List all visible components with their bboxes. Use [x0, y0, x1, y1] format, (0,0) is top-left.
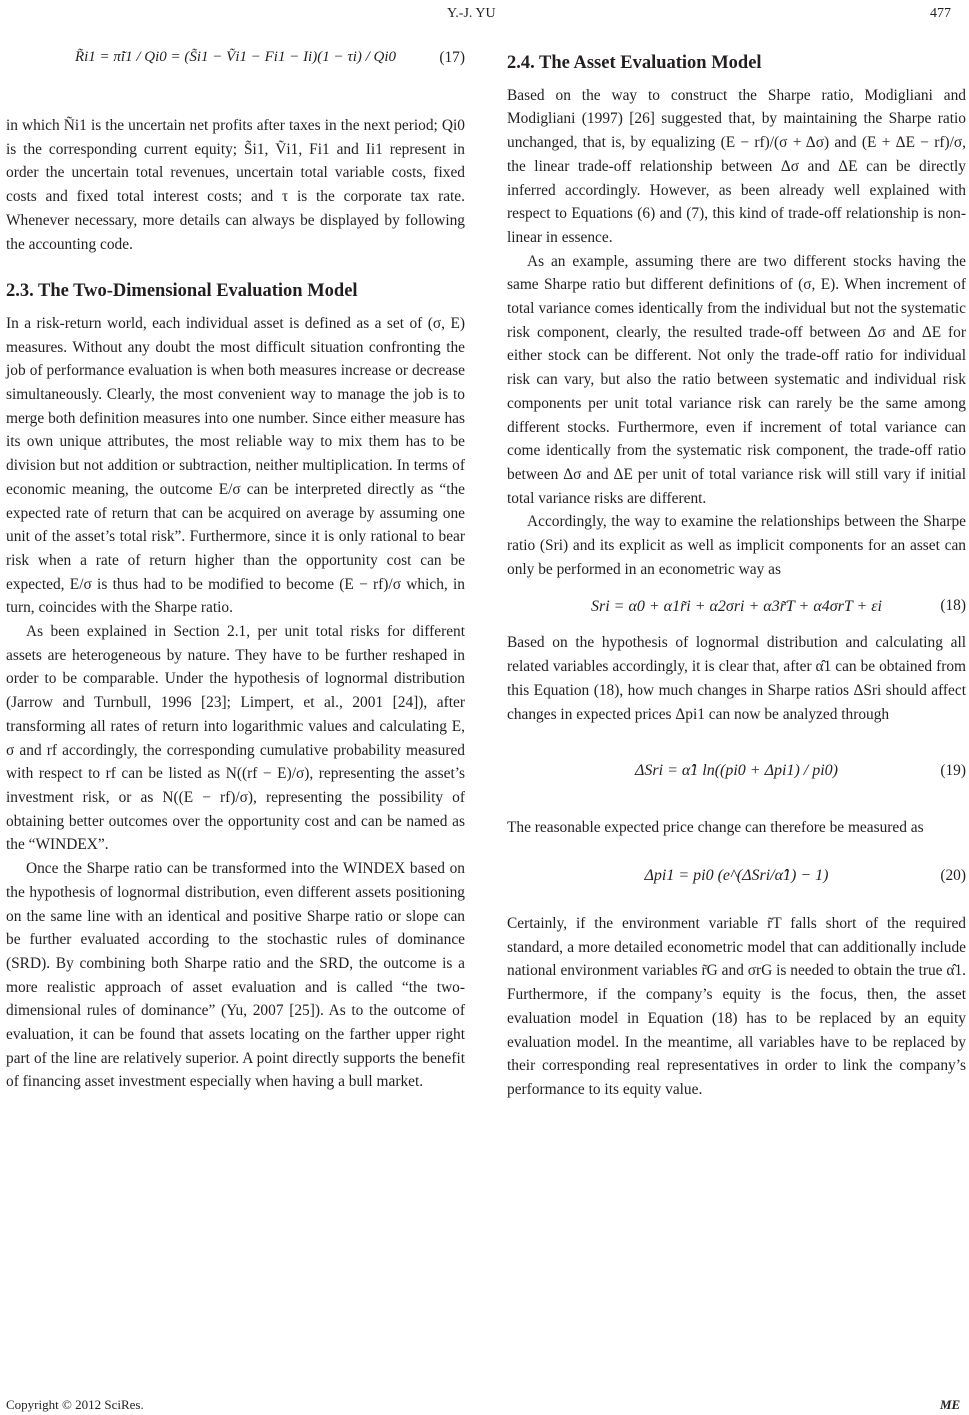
section-2-4-paragraph-4: Based on the hypothesis of lognormal distribution and calculating all related variables accordingly, it is clear that, after α̂1 can be obtained from this Equation (18), how much changes in Sharpe ratios ΔSri should affect changes in expected prices Δpi1 can now be analyzed through [507, 634, 966, 723]
equation-19-number: (19) [940, 762, 966, 780]
footer-journal: ME [940, 1397, 961, 1412]
equation-20-number: (20) [940, 867, 966, 885]
right-column [507, 52, 966, 1102]
section-2-3-paragraph-1: In a risk-return world, each individual asset is defined as a set of (σ, E) measures. Without any doubt the most difficult situation confronting the job of performance evaluation is when both measures increase or decrease simultaneously. Clearly, the most convenient way to manage the job is to merge both definition measures into one number. Since either measure has its own unique attributes, the most reliable way to mix them has to be division but not addition or subtraction, neither multiplication. In terms of economic meaning, the outcome E/σ can be interpreted directly as “the expected rate of return that can be acquired on average by assuming one unit of the asset’s total risk”. Furthermore, since it is only rational to bear risk when a rate of return higher than the opportunity cost can be expected, E/σ is thus had to be modified to become (E − rf)/σ which, in turn, coincides with the Sharpe ratio. [6, 314, 465, 617]
section-2-4-paragraph-5: The reasonable expected price change can therefore be measured as [507, 819, 924, 837]
section-2-3-paragraph-3: Once the Sharpe ratio can be transformed into the WINDEX based on the hypothesis of lognormal distribution, even different assets positioning on the same line with an identical and positive Sharpe ratio or slope can be further evaluated according to the stochastic rules of dominance (SRD). By combining both Sharpe ratio and the SRD, the outcome is a more realistic approach of asset evaluation and is called “the two-dimensional rules of dominance” (Yu, 2007 [25]). As to the outcome of evaluation, it can be found that assets locating on the farther upper right part of the line are relatively superior. A point directly supports the benefit of financing asset investment especially when having a bull market. [6, 860, 465, 1091]
equation-20-formula: Δpi1 = pi0 (e^(ΔSri/α̂1) − 1) [644, 867, 829, 885]
definitions-paragraph: in which Ñi1 is the uncertain net profits after taxes in the next period; Qi0 is the corresponding current equity; S̃i1, Ṽi1, Fi1 and Ii1 represent in order the uncertain total revenues, uncertain total variable costs, fixed costs and fixed total interest costs; and τ is the corporate tax rate. Whenever necessary, more details can always be displayed by following the accounting code. [6, 117, 465, 253]
page-number: 477 [930, 6, 951, 21]
section-2-4-paragraph-1: Based on the way to construct the Sharpe ratio, Modigliani and Modigliani (1997) [26] suggested that, by maintaining the Sharpe ratio unchanged, that is, by equalizing (E − rf)/(σ + Δσ) and (E + ΔE − rf)/σ, the linear trade-off relationship between Δσ and ΔE can be directly inferred accordingly. However, as been already well explained with respect to Equations (6) and (7), this kind of trade-off relationship is non-linear in essence. [507, 86, 966, 246]
section-2-4-paragraph-2: As an example, assuming there are two different stocks having the same Sharpe ratio but different definitions of (σ, E). When increment of total variance comes identically from the individual but not the systematic risk component, clearly, the resulted trade-off between Δσ and ΔE for either stock can be different. Not only the trade-off ratio for individual risk can vary, but also the ratio between systematic and individual risk components per unit total variance risk can rarely be the same among different stocks. Furthermore, even if increment of total variance can come identically from the systematic risk component, the trade-off ratio between Δσ and ΔE per unit of total variance risk will still vary if initial total variance risks are different. [507, 252, 966, 507]
section-2-4-heading: 2.4. The Asset Evaluation Model [507, 53, 762, 73]
equation-17-number: (17) [439, 49, 465, 67]
left-column [6, 2, 465, 1094]
equation-18-formula: Sri = α0 + α1r̃i + α2σri + α3r̃T + α4σrT + εi [591, 597, 882, 615]
equation-19 [507, 726, 966, 816]
running-title: Y.-J. YU [447, 6, 496, 21]
equation-17-formula: R̃i1 = π̃i1 / Qi0 = (S̃i1 − Ṽi1 − Fi1 − Ii)(1 − τi) / Qi0 [74, 49, 397, 66]
equation-20 [507, 840, 966, 912]
footer-copyright: Copyright © 2012 SciRes. [6, 1397, 144, 1412]
section-2-4-paragraph-6: Certainly, if the environment variable r̃T falls short of the required standard, a more detailed econometric model that can additionally include national environment variables r̃G and σrG is needed to obtain the true α̂1. Furthermore, if the company’s equity is the focus, then, the asset evaluation model in Equation (18) has to be replaced by an equity evaluation model. In the meantime, all variables have to be replaced by their corresponding real representatives in order to link the company’s performance to its equity value. [507, 914, 966, 1098]
section-2-3-heading: 2.3. The Two-Dimensional Evaluation Model [6, 281, 358, 302]
section-2-3-paragraph-2: As been explained in Section 2.1, per unit total risks for different assets are heterogeneous by nature. They have to be further reshaped in order to be comparable. Under the hypothesis of lognormal distribution (Jarrow and Turnbull, 1996 [23]; Limpert, et al., 2001 [24]), after transforming all rates of return into logarithmic values and calculating E, σ and rf accordingly, the corresponding cumulative probability measured with respect to rf can be listed as N((rf − E)/σ), representing the asset’s investment risk, or as N((E − rf)/σ), representing the possibility of obtaining better outcomes over the opportunity cost and can be named as the “WINDEX”. [6, 623, 465, 854]
equation-17 [6, 2, 465, 114]
equation-19-formula: ΔSri = α̂1 ln((pi0 + Δpi1) / pi0) [635, 762, 838, 780]
equation-18-number: (18) [940, 597, 966, 615]
equation-18 [507, 581, 966, 631]
section-2-4-paragraph-3: Accordingly, the way to examine the relationships between the Sharpe ratio (Sri) and its explicit as well as implicit components for an asset can only be performed in an econometric way as [507, 513, 966, 578]
